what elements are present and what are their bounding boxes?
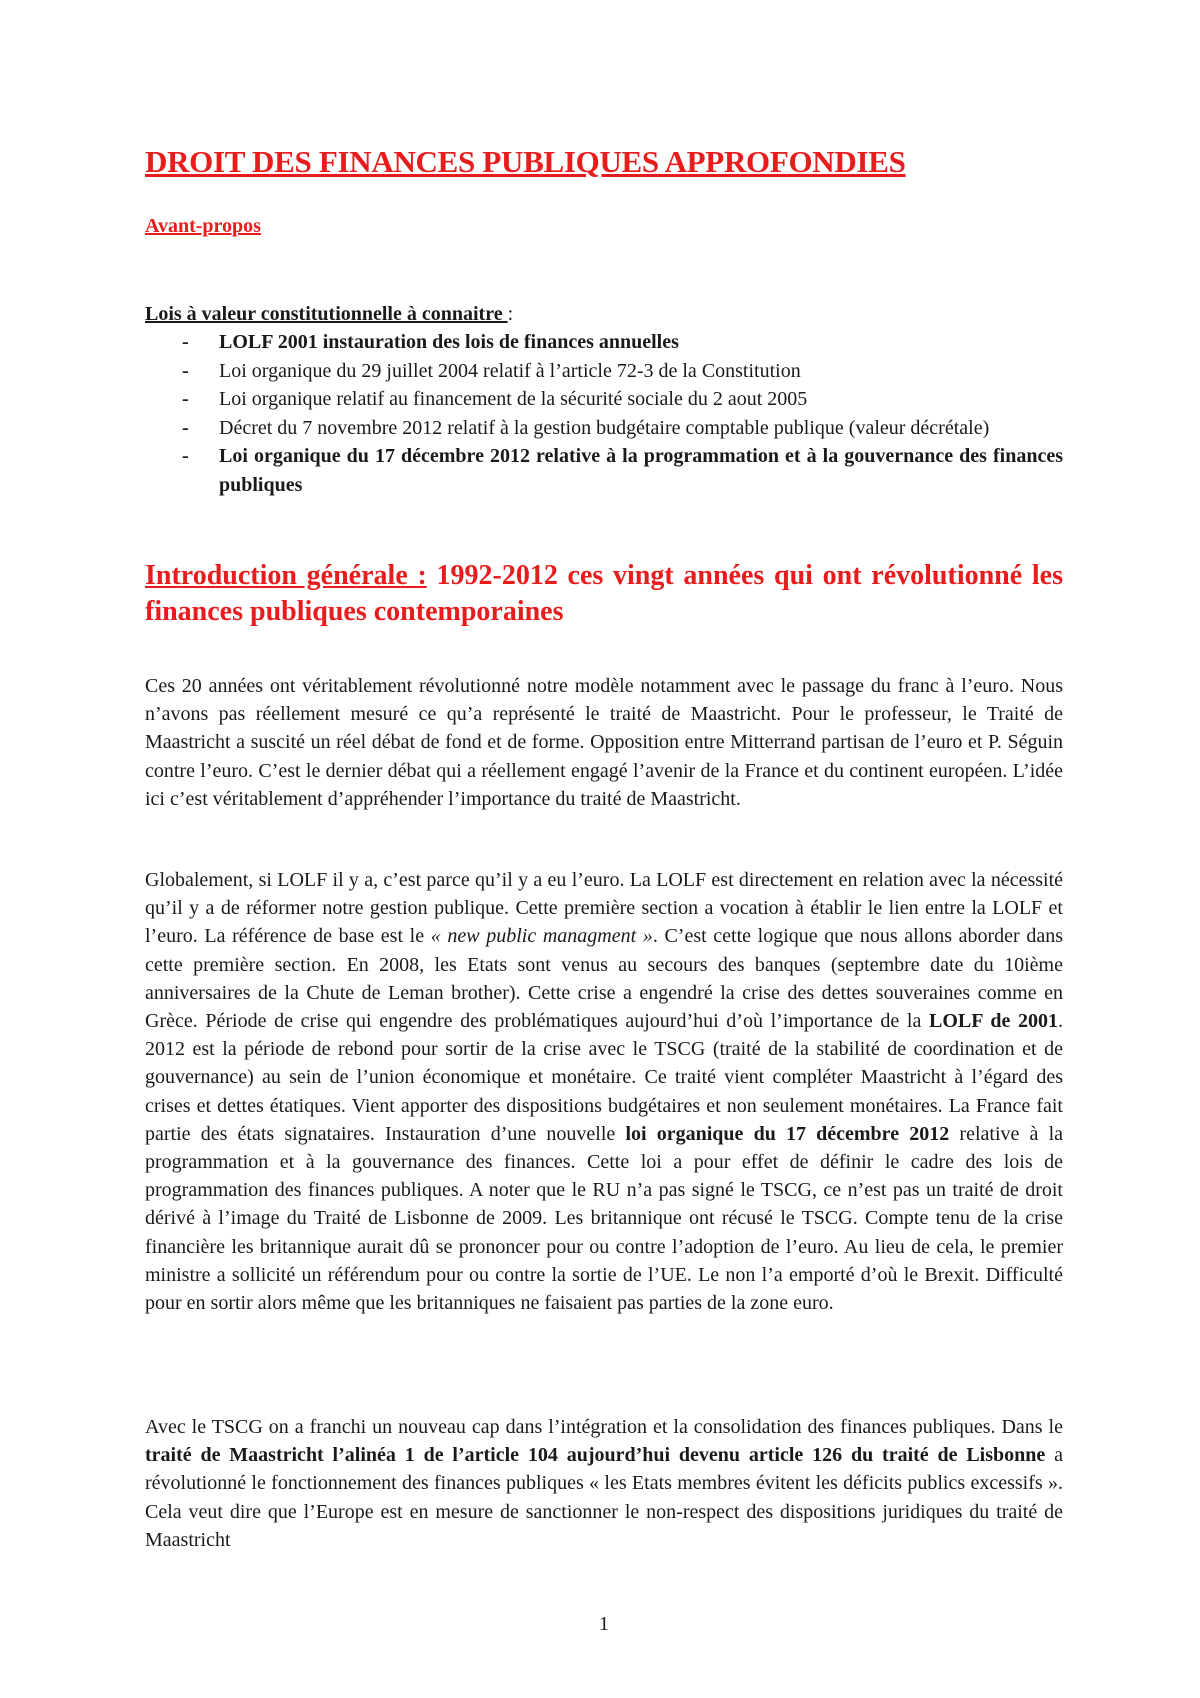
list-item: - Loi organique du 29 juillet 2004 relatif à l’article 72-3 de la Constitution	[145, 357, 1063, 386]
lois-heading-colon: :	[507, 303, 514, 325]
list-bullet: -	[182, 445, 189, 468]
list-item: - LOLF 2001 instauration des lois de finances annuelles	[145, 328, 1063, 357]
maastricht-article-emphasis: traité de Maastricht l’alinéa 1 de l’article 104 aujourd’hui devenu article 126 du traité de Lisbonne	[145, 1444, 1046, 1467]
introduction-label: Introduction générale :	[145, 560, 427, 591]
list-item: - Décret du 7 novembre 2012 relatif à la gestion budgétaire comptable publique (valeur décrétale)	[145, 414, 1063, 443]
avant-propos-heading: Avant-propos	[145, 215, 261, 237]
list-bullet: -	[182, 416, 189, 439]
lois-heading-label: Lois à valeur constitutionnelle à connaitre	[145, 303, 508, 325]
list-item: - Loi organique du 17 décembre 2012 relative à la programmation et à la gouvernance des finances publiques	[145, 442, 1063, 499]
document-page	[145, 0, 1063, 1698]
paragraph-1: Ces 20 années ont véritablement révolutionné notre modèle notamment avec le passage du franc à l’euro. Nous n’avons pas réellement mesuré ce qu’a représenté le traité de Maastricht. Pour le professeur, le Traité de Maastricht a suscité un réel débat de fond et de forme. Opposition entre Mitterrand partisan de l’euro et P. Séguin contre l’euro. C’est le dernier débat qui a réellement engagé l’avenir de la France et du continent européen. L’idée ici c’est véritablement d’appréhender l’importance du traité de Maastricht.	[145, 675, 1063, 810]
page-number: 1	[599, 1613, 609, 1635]
paragraph-2: Globalement, si LOLF il y a, c’est parce qu’il y a eu l’euro. La LOLF est directement en relation avec la nécessité qu’il y a de réformer notre gestion publique. Cette première section a vocation à établir le lien entre la LOLF et l’euro. La référence de base est le « new public managment ». C’est cette logique que nous allons aborder dans cette première section. En 2008, les Etats sont venus au secours des banques (septembre date du 10ième anniversaires de la Chute de Leman brother). Cette crise a engendré la crise des dettes souveraines comme en Grèce. Période de crise qui engendre des problématiques aujourd’hui d’où l’importance de la LOLF de 2001. 2012 est la période de rebond pour sortir de la crise avec le TSCG (traité de la stabilité de coordination et de gouvernance) au sein de l’union économique et monétaire. Ce traité vient compléter Maastricht à l’égard des crises et dettes étatiques. Vient apporter des dispositions budgétaires et non seulement monétaires. La France fait partie des états signataires. Instauration d’une nouvelle loi organique du 17 décembre 2012 relative à la programmation et à la gouvernance des finances. Cette loi a pour effet de définir le cadre des lois de programmation des finances publiques. A noter que le RU n’a pas signé le TSCG, ce n’est pas un traité de droit dérivé à l’image du Traité de Lisbonne de 2009. Les britannique ont récusé le TSCG. Compte tenu de la crise financière les britannique aurait dû se prononcer pour ou contre l’adoption de l’euro. Au lieu de cela, le premier ministre a sollicité un référendum pour ou contre la sortie de l’UE. Le non l’a emporté d’où le Brexit. Difficulté pour en sortir alors même que les britanniques ne faisaient pas parties de la zone euro.	[145, 869, 1064, 1315]
paragraph-3: Avec le TSCG on a franchi un nouveau cap dans l’intégration et la consolidation des finances publiques. Dans le traité de Maastricht l’alinéa 1 de l’article 104 aujourd’hui devenu article 126 du traité de Lisbonne a révolutionné le fonctionnement des finances publiques « les Etats membres évitent les déficits publics excessifs ». Cela veut dire que l’Europe est en mesure de sanctionner le non-respect des dispositions juridiques du traité de Maastricht	[145, 1416, 1063, 1551]
new-public-management-quote: « new public managment »	[430, 925, 653, 948]
list-bullet: -	[182, 359, 189, 382]
lois-list	[145, 328, 1063, 500]
introduction-heading	[145, 558, 1063, 630]
document-title: DROIT DES FINANCES PUBLIQUES APPROFONDIES	[145, 144, 906, 179]
list-item: - Loi organique relatif au financement de la sécurité sociale du 2 aout 2005	[145, 385, 1063, 414]
list-bullet: -	[182, 388, 189, 411]
loi-organique-emphasis: loi organique du 17 décembre 2012	[625, 1122, 950, 1145]
lolf-2001-emphasis: LOLF de 2001	[929, 1010, 1058, 1033]
introduction-subtitle: 1992-2012 ces vingt années qui ont révolutionné les finances publiques contemporaines	[145, 560, 1063, 627]
lois-heading	[145, 300, 513, 328]
list-bullet: -	[182, 331, 189, 353]
